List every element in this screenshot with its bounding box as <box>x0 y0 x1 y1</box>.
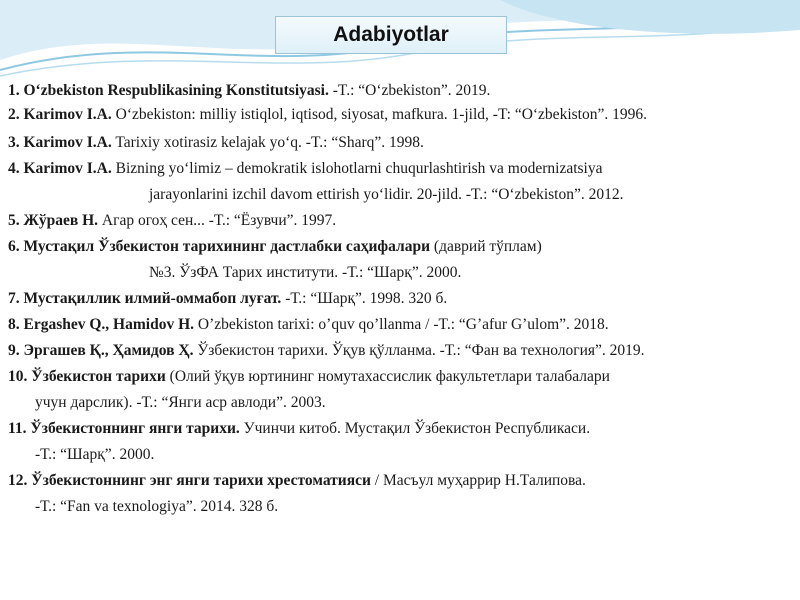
reference-item <box>8 78 793 104</box>
reference-continuation: №3. ЎзФА Тарих институти. -Т.: “Шарқ”. 2000. <box>149 264 462 281</box>
reference-detail: / Масъул муҳаррир Н.Талипова. <box>370 472 586 489</box>
reference-item <box>8 286 793 312</box>
reference-detail: O’zbekiston tarixi: o’quv qo’llanma / -T.: “G’afur G’ulom”. 2018. <box>194 316 609 333</box>
reference-item <box>8 234 793 260</box>
reference-item <box>8 338 793 364</box>
reference-continuation: -Т.: “Fan va texnologiya”. 2014. 328 б. <box>35 498 279 515</box>
reference-author: 4. Karimov I.A. <box>8 160 112 177</box>
reference-author: 9. Эргашев Қ., Ҳамидов Ҳ. <box>8 342 194 359</box>
reference-continuation: учун дарслик). -Т.: “Янги аср авлоди”. 2003. <box>35 394 326 411</box>
reference-item <box>8 364 793 390</box>
reference-detail: Учинчи китоб. Мустақил Ўзбекистон Республикаси. <box>239 420 591 437</box>
reference-detail: -T.: “O‘zbekiston”. 2019. <box>328 82 491 99</box>
reference-detail: Ўзбекистон тарихи. Ўқув қўлланма. -Т.: “Фан ва технология”. 2019. <box>193 342 645 359</box>
reference-continuation: jarayonlarini izchil davom ettirish yo‘lidir. 20-jild. -T.: “O‘zbekiston”. 2012. <box>149 186 624 203</box>
reference-author: 1. O‘zbekiston Respublikasining Konstitutsiyasi. <box>8 82 329 99</box>
reference-item <box>8 130 793 156</box>
reference-detail: (даврий тўплам) <box>430 238 542 255</box>
reference-item <box>8 468 793 494</box>
reference-author: 8. Ergashev Q., Hamidov H. <box>8 316 195 333</box>
reference-item <box>8 208 793 234</box>
reference-author: 12. Ўзбекистоннинг энг янги тарихи хрестоматияси <box>8 472 371 489</box>
title-box <box>275 16 507 54</box>
reference-author: 3. Karimov I.A. <box>8 134 112 151</box>
reference-detail: Tarixiy xotirasiz kelajak yo‘q. -T.: “Sharq”. 1998. <box>111 134 424 151</box>
reference-detail: -Т.: “Шарқ”. 1998. 320 б. <box>281 290 448 307</box>
reference-item <box>8 312 793 338</box>
reference-author: 11. Ўзбекистоннинг янги тарихи. <box>8 420 240 437</box>
reference-author: 5. Жўраев Н. <box>8 212 99 229</box>
reference-detail: O‘zbekiston: milliy istiqlol, iqtisod, siyosat, mafkura. 1-jild, -T: “O‘zbekiston”. 1996. <box>111 106 647 123</box>
reference-author: 7. Мустақиллик илмий-оммабоп луғат. <box>8 290 282 307</box>
reference-author: 10. Ўзбекистон тарихи <box>8 368 166 385</box>
reference-detail: Bizning yo‘limiz – demokratik islohotlarni chuqurlashtirish va modernizatsiya <box>111 160 603 177</box>
reference-author: 6. Мустақил Ўзбекистон тарихининг дастлабки саҳифалари <box>8 238 431 255</box>
reference-item <box>8 156 793 182</box>
reference-detail: (Олий ўқув юртининг номутахассислик факультетлари талабалари <box>165 368 610 385</box>
reference-detail: Агар огоҳ сен... -Т.: “Ёзувчи”. 1997. <box>98 212 337 229</box>
reference-author: 2. Karimov I.A. <box>8 106 112 123</box>
reference-continuation: -Т.: “Шарқ”. 2000. <box>35 446 155 463</box>
page-title: Adabiyotlar <box>333 23 449 46</box>
reference-item <box>8 104 793 126</box>
reference-item <box>8 416 793 442</box>
reference-list <box>8 78 793 520</box>
